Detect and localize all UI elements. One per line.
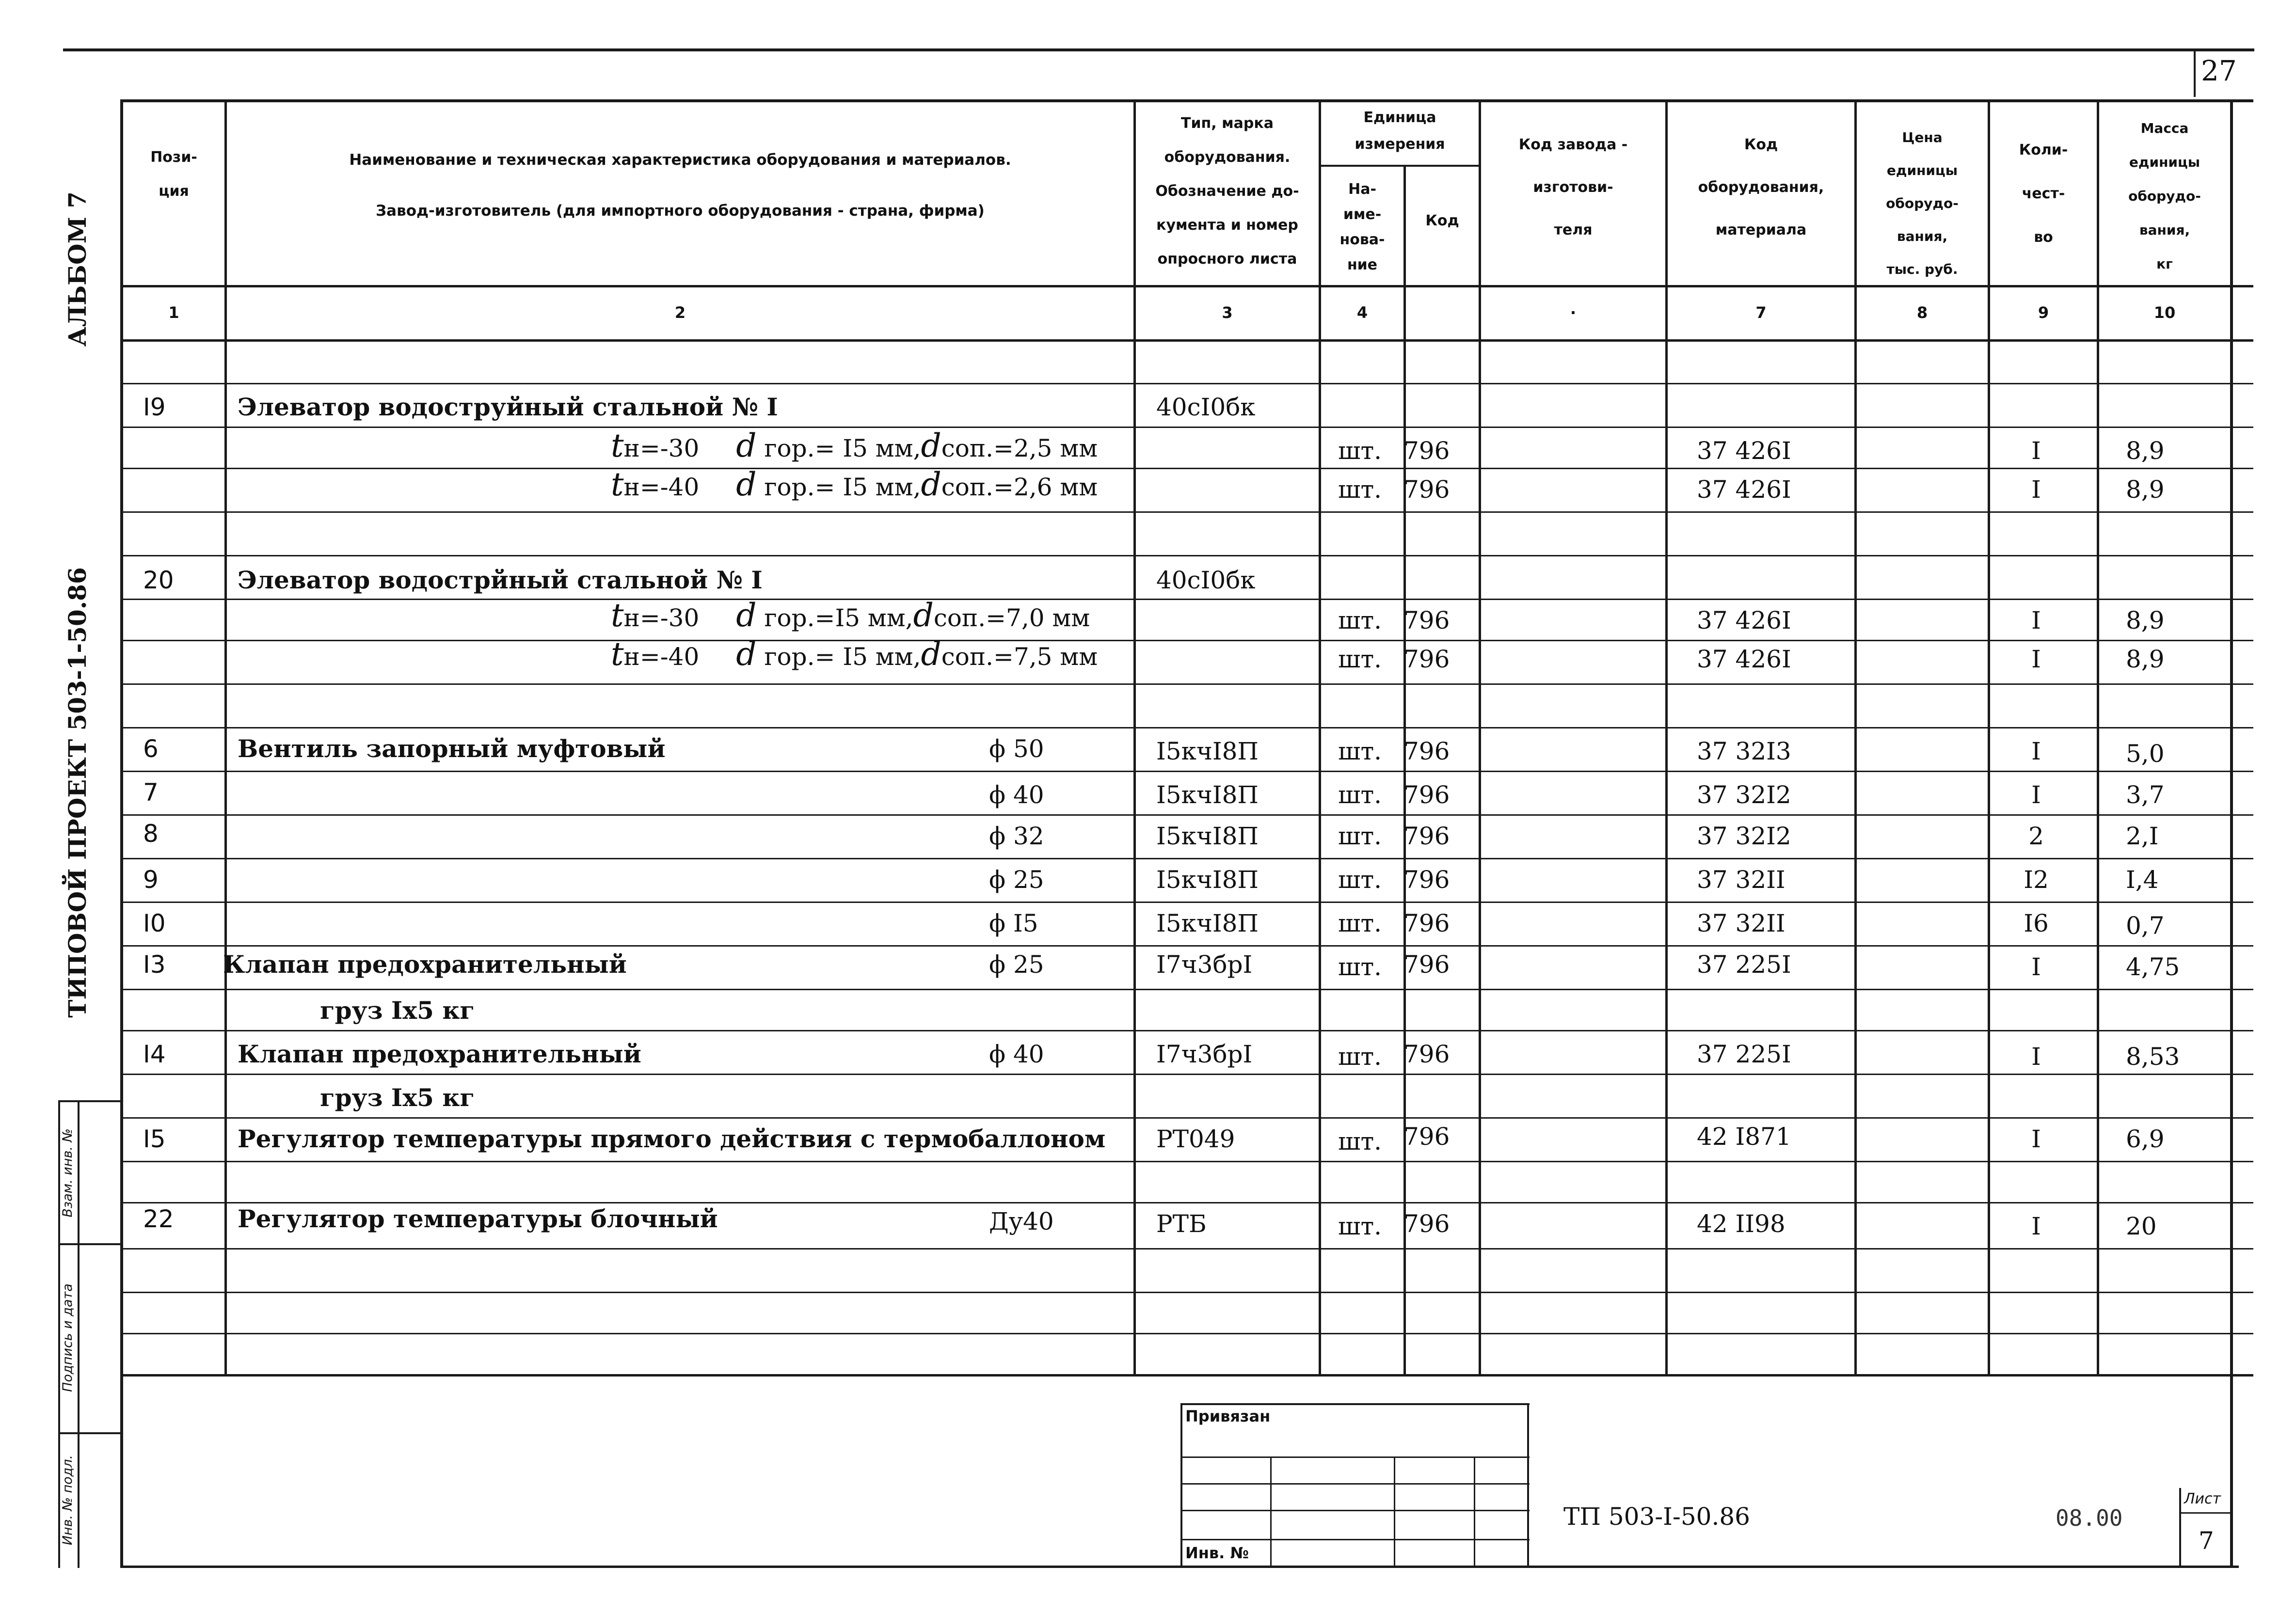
header-unit-name: На- име- нова- ние [1339,181,1385,273]
row-mass: 3,7 [2126,781,2165,809]
row-type: РТБ [1156,1210,1207,1238]
row-unit-code: 796 [1403,866,1450,894]
stamp-label-replace: Взам. инв. № [60,1128,75,1218]
tb-sheet-label: Лист [2184,1490,2221,1507]
row-position: I0 [143,909,166,937]
row-unit-code: 796 [1403,1210,1450,1238]
row-unit: шт. [1338,953,1382,981]
header-name-line1: Наименование и техническая характеристика оборудования и материалов. [349,151,1011,169]
table-top-border [120,99,2253,102]
row-equipment-code: 42 I871 [1697,1123,1791,1151]
row-diameter: ϕ I5 [989,909,1038,937]
row-equipment-code: 37 32II [1697,866,1786,894]
row-position: 7 [143,778,159,807]
row-diameter: ϕ 25 [989,866,1044,894]
tb-inventory-label: Инв. № [1185,1544,1249,1562]
row-quantity: 2 [2028,822,2044,850]
row-type: I7ч3брI [1156,950,1253,979]
row-spec: tн=-30 d гор.=I5 мм,dсоп.=7,0 мм [611,597,1090,634]
tb-document-code: ТП 503-I-50.86 [1563,1503,1750,1531]
colnum-10: 10 [2153,303,2176,322]
col-divider-5 [1479,99,1481,1377]
row-type: 40сI0бк [1156,393,1256,421]
header-equipment-code: Код оборудования, материала [1698,136,1824,238]
col-divider-9 [2097,99,2099,1377]
row-quantity: I [2031,1125,2041,1153]
row-position: 6 [143,735,159,763]
row-unit-code: 796 [1403,1040,1450,1068]
row-mass: 8,9 [2126,645,2165,673]
tb-line [1527,1403,1529,1568]
row-spec: tн=-40 d гор.= I5 мм,dсоп.=7,5 мм [611,635,1098,673]
row-quantity: I [2031,1043,2041,1071]
col-divider-6 [1665,99,1668,1377]
header-factory-code: Код завода - изготови- теля [1518,136,1628,238]
tb-line [1180,1483,1530,1485]
row-line [120,902,2253,903]
row-position: I4 [143,1040,166,1068]
table-right-border [2230,99,2233,1568]
row-name: Клапан предохранительный [223,950,627,979]
row-mass: 5,0 [2126,740,2165,768]
row-type: I5кчI8П [1156,909,1259,937]
row-equipment-code: 37 225I [1697,1040,1791,1068]
row-type: I5кчI8П [1156,822,1259,850]
row-unit: шт. [1338,1043,1382,1071]
tb-line [1180,1456,1530,1458]
row-unit: шт. [1338,1212,1382,1240]
row-line [120,1248,2253,1250]
row-unit-code: 796 [1403,475,1450,504]
row-line [120,771,2253,772]
row-mass: 2,I [2126,822,2159,850]
project-label: ТИПОВОЙ ПРОЕКТ 503-1-50.86 [63,567,92,1018]
row-equipment-code: 37 426I [1697,437,1791,465]
row-quantity: I [2031,606,2041,634]
row-unit: шт. [1338,645,1382,673]
row-name: Вентиль запорный муфтовый [238,734,666,763]
tb-line [1180,1403,1182,1568]
col-divider-1 [224,99,227,1377]
colnum-bottom-border [120,339,2253,342]
row-quantity: I [2031,437,2041,465]
colnum-6: · [1570,303,1577,322]
row-mass: 6,9 [2126,1125,2165,1153]
row-line [120,511,2253,513]
row-mass: 8,9 [2126,475,2165,504]
row-position: I9 [143,393,166,421]
row-line [120,1030,2253,1031]
table-bottom-border [120,1374,2253,1377]
row-name: Элеватор водоструйный стальной № I [238,393,778,421]
row-name: Регулятор температуры прямого действия с термобаллоном [238,1124,1106,1153]
row-line [120,383,2253,384]
row-quantity: I [2031,737,2041,765]
tb-line [1394,1456,1395,1566]
row-diameter: ϕ 25 [989,950,1044,979]
tb-line [1180,1539,1530,1540]
row-sub-note: груз Iх5 кг [320,1083,475,1112]
row-type: I5кчI8П [1156,737,1259,765]
tb-line [1180,1510,1530,1511]
row-equipment-code: 37 32I3 [1697,737,1791,765]
row-quantity: I [2031,645,2041,673]
row-type: I5кчI8П [1156,781,1259,809]
col-divider-7 [1854,99,1857,1377]
row-line [120,640,2253,641]
row-unit-code: 796 [1403,781,1450,809]
tb-line [1474,1456,1475,1566]
row-type: I7ч3брI [1156,1040,1253,1068]
row-unit-code: 796 [1403,606,1450,634]
tb-attached-label: Привязан [1185,1407,1271,1425]
stamp-label-original: Инв. № подл. [60,1455,75,1546]
top-rule [63,48,2254,51]
row-diameter: ϕ 40 [989,781,1044,809]
row-mass: 8,53 [2126,1043,2180,1071]
row-quantity: I6 [2024,909,2049,937]
row-diameter: ϕ 40 [989,1040,1044,1068]
row-unit-code: 796 [1403,1123,1450,1151]
row-name: Элеватор водострйный стальной № I [238,566,763,594]
row-line [120,427,2253,428]
col-divider-2 [1133,99,1136,1377]
header-unit-code: Код [1425,212,1459,229]
row-position: I3 [143,950,166,979]
row-unit-code: 796 [1403,950,1450,979]
row-unit: шт. [1338,1127,1382,1155]
row-type: 40сI0бк [1156,566,1256,594]
row-line [120,814,2253,816]
row-line [120,989,2253,990]
row-mass: 8,9 [2126,437,2165,465]
row-unit: шт. [1338,606,1382,634]
row-type: I5кчI8П [1156,866,1259,894]
row-diameter: ϕ 32 [989,822,1044,850]
page-number-divider [2194,48,2196,97]
row-quantity: I [2031,781,2041,809]
tb-sheet-number: 7 [2199,1527,2214,1555]
row-equipment-code: 37 426I [1697,475,1791,504]
colnum-7: 7 [1755,303,1767,322]
row-unit: шт. [1338,909,1382,937]
row-spec: tн=-30 d гор.= I5 мм,dсоп.=2,5 мм [611,427,1098,464]
col-divider-8 [1988,99,1990,1377]
row-equipment-code: 42 II98 [1697,1210,1786,1238]
header-position: Пози- ция [150,149,197,200]
row-line [120,1161,2253,1162]
row-mass: 4,75 [2126,953,2180,981]
row-equipment-code: 37 32I2 [1697,822,1791,850]
row-position: I5 [143,1125,166,1153]
row-mass: 0,7 [2126,912,2165,940]
colnum-4: 4 [1356,303,1368,322]
page-number: 27 [2201,54,2237,87]
row-mass: 8,9 [2126,606,2165,634]
row-line [120,1117,2253,1119]
row-line [120,555,2253,556]
row-unit: шт. [1338,781,1382,809]
row-line [120,727,2253,728]
stamp-label-signature: Подпись и дата [60,1283,75,1392]
colnum-9: 9 [2038,303,2049,322]
row-unit-code: 796 [1403,822,1450,850]
row-unit: шт. [1338,737,1382,765]
row-unit: шт. [1338,866,1382,894]
row-unit-code: 796 [1403,645,1450,673]
col-divider-3 [1319,99,1321,1377]
row-sub-note: груз Iх5 кг [320,996,475,1025]
row-unit-code: 796 [1403,437,1450,465]
stamp-border-mid [78,1100,80,1568]
tb-line [1270,1456,1272,1566]
row-line [120,1074,2253,1075]
tb-sheet-line [2179,1512,2232,1514]
row-unit-code: 796 [1403,737,1450,765]
row-diameter: Ду40 [989,1207,1054,1235]
row-equipment-code: 37 225I [1697,950,1791,979]
tb-line [1180,1403,1530,1405]
row-unit-code: 796 [1403,909,1450,937]
unit-group-divider [1319,165,1479,167]
row-line [120,683,2253,685]
header-unit-price: Цена единицы оборудо- вания, тыс. руб. [1886,129,1959,277]
header-quantity: Коли- чест- во [2019,142,2068,246]
row-unit: шт. [1338,437,1382,465]
row-quantity: I2 [2024,866,2049,894]
page-bottom-border [120,1566,2239,1568]
colnum-3: 3 [1222,303,1233,322]
row-equipment-code: 37 32I2 [1697,781,1791,809]
header-name-line2: Завод-изготовитель (для импортного оборудования - страна, фирма) [376,202,985,220]
row-equipment-code: 37 426I [1697,645,1791,673]
row-name: Регулятор температуры блочный [238,1204,718,1233]
header-unit-mass: Масса единицы оборудо- вания, кг [2128,120,2201,272]
colnum-1: 1 [168,303,179,322]
row-quantity: I [2031,475,2041,504]
row-line [120,468,2253,469]
row-quantity: I [2031,953,2041,981]
tb-sheet-divider [2179,1488,2181,1566]
colnum-2: 2 [674,303,686,322]
colnum-8: 8 [1916,303,1928,322]
row-quantity: I [2031,1212,2041,1240]
row-position: 22 [143,1205,174,1233]
row-line [120,1292,2253,1293]
row-line [120,1333,2253,1334]
row-equipment-code: 37 426I [1697,606,1791,634]
row-mass: 20 [2126,1212,2157,1240]
row-type: РТ049 [1156,1125,1235,1153]
row-position: 8 [143,820,159,848]
row-unit: шт. [1338,475,1382,504]
row-equipment-code: 37 32II [1697,909,1786,937]
tb-section: 08.00 [2056,1505,2123,1531]
row-name: Клапан предохранительный [238,1040,641,1068]
row-mass: I,4 [2126,866,2159,894]
row-line [120,858,2253,859]
row-position: 20 [143,566,174,594]
header-type: Тип, марка оборудования. Обозначение до- кумента и номер опросного листа [1155,115,1299,268]
row-position: 9 [143,866,159,894]
row-diameter: ϕ 50 [989,735,1044,763]
album-label: АЛЬБОМ 7 [63,191,92,347]
colnum-5 [1406,298,1479,327]
header-unit-group: Единица измерения [1355,109,1445,153]
row-spec: tн=-40 d гор.= I5 мм,dсоп.=2,6 мм [611,466,1098,503]
row-unit: шт. [1338,822,1382,850]
